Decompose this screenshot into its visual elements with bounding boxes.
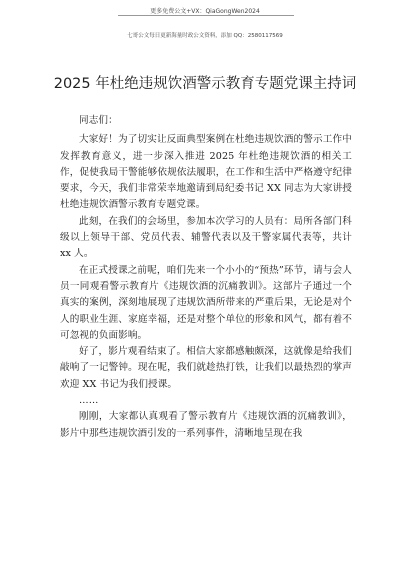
salutation: 同志们： bbox=[79, 115, 118, 126]
header-divider bbox=[118, 15, 294, 16]
paragraph-attendees: 此刻，在我们的会场里，参加本次学习的人员有：局所各部门科级以上领导干部、党员代表、辅警代表以及干警家属代表等，共计 xx 人。 bbox=[60, 215, 352, 260]
paragraph-ellipsis: …… bbox=[79, 395, 99, 407]
promo-sub-banner: 七哥公文每日更新海量时政公文资料，添加 QQ：2580117569 bbox=[127, 33, 283, 39]
paragraph-video-intro: 在正式授课之前呢，咱们先来一个小小的“预热”环节，请与会人员一同观看警示教育片《违规饮酒的沉痛教训》。这部片子通过一个真实的案例，深刻地展现了违规饮酒所带来的严重后果，无论是对个人的职业生涯、家庭幸福，还是对整个单位的形象和风气，都有着不可忽视的负面影响。 bbox=[60, 264, 352, 341]
paragraph-closing: 刚刚，大家都认真观看了警示教育片《违规饮酒的沉痛教训》，影片中那些违规饮酒引发的一系列事件，清晰地呈现在我 bbox=[60, 411, 352, 439]
document-title: 2025 年杜绝违规饮酒警示教育专题党课主持词 bbox=[53, 76, 357, 92]
promo-banner: 更多免费公文+VX：QiaGongWen2024 bbox=[150, 8, 260, 15]
paragraph-opening: 大家好！为了切实让反面典型案例在杜绝违规饮酒的警示工作中发挥教育意义，进一步深入推进 2025 年杜绝违规饮酒的相关工作，促使我局干警能够依规依法履职，在工作和生活中严格遵守纪律要求，今天，我们非常荣幸地邀请到局纪委书记 XX 同志为大家讲授杜绝违规饮酒警示教育专题党课。 bbox=[60, 134, 352, 211]
paragraph-video-end: 好了，影片观看结束了。相信大家都感触颇深，这就像是给我们敲响了一记警钟。现在呢，我们就趁热打铁，让我们以最热烈的掌声欢迎 XX 书记为我们授课。 bbox=[60, 346, 352, 390]
document-body bbox=[60, 113, 352, 442]
